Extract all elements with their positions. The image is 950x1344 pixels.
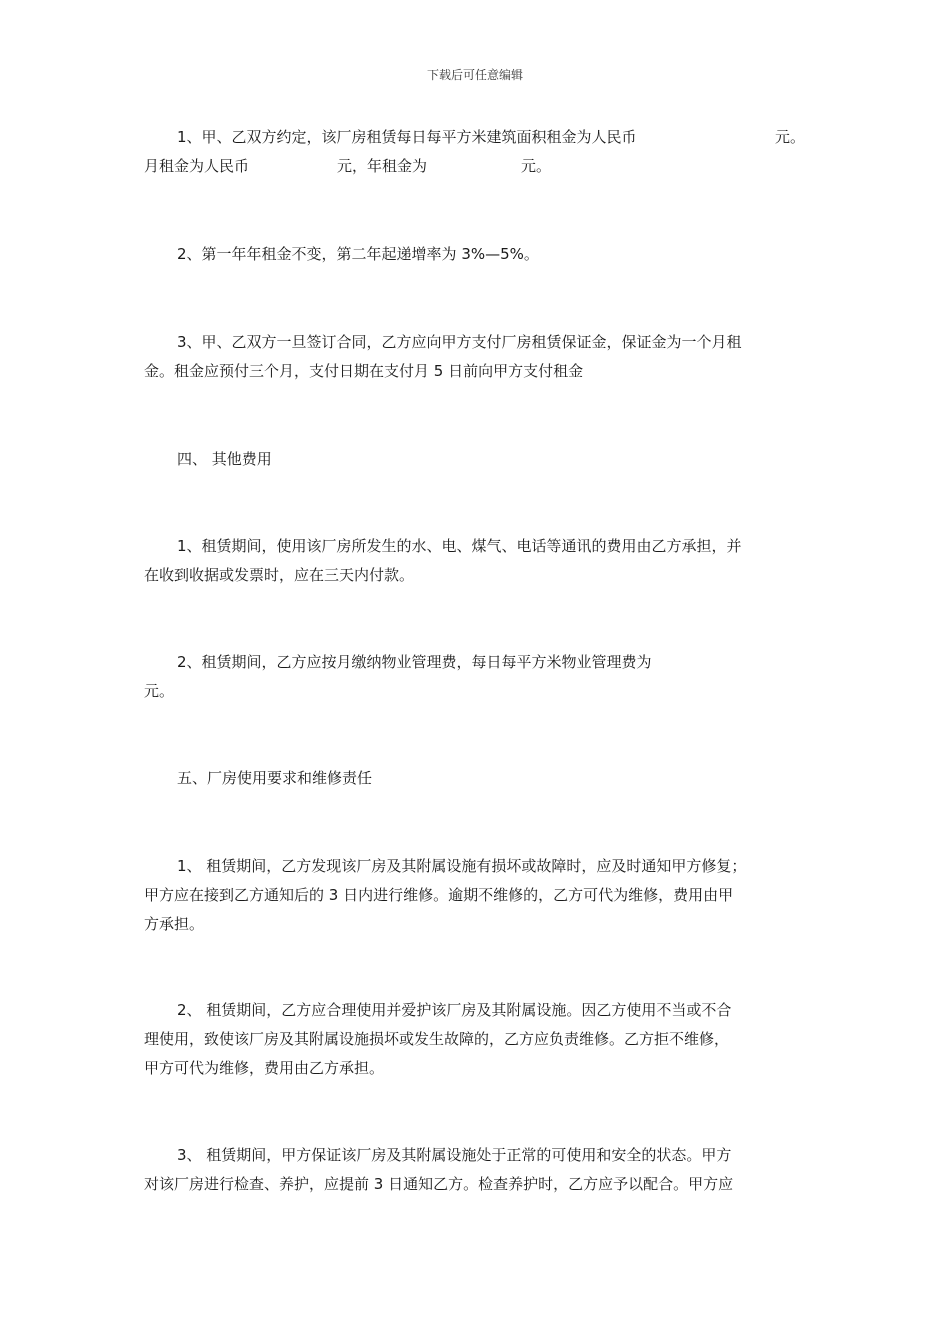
s4p2-line2: 元。 (144, 682, 175, 700)
p2-line1: 2、第一年年租金不变，第二年起递增率为 3%—5%。 (177, 245, 539, 263)
s5p2-line1: 2、 租赁期间，乙方应合理使用并爱护该厂房及其附属设施。因乙方使用不当或不合 (177, 1001, 732, 1019)
s5p3-line2: 对该厂房进行检查、养护，应提前 3 日通知乙方。检查养护时，乙方应予以配合。甲方应 (144, 1175, 734, 1193)
s5p1-line3: 方承担。 (144, 915, 205, 933)
p1-line1-a: 1、甲、乙双方约定，该厂房租赁每日每平方米建筑面积租金为人民币 (177, 128, 637, 146)
p3-line2: 金。租金应预付三个月，支付日期在支付月 5 日前向甲方支付租金 (144, 362, 584, 380)
p1-line2-b: 元，年租金为 (337, 157, 428, 175)
s4p2-line1: 2、租赁期间，乙方应按月缴纳物业管理费，每日每平方米物业管理费为 (177, 653, 652, 671)
s4p1-line2: 在收到收据或发票时，应在三天内付款。 (144, 566, 415, 584)
s5p2-line2: 理使用，致使该厂房及其附属设施损坏或发生故障的，乙方应负责维修。乙方拒不维修， (144, 1030, 730, 1048)
s5p1-line2: 甲方应在接到乙方通知后的 3 日内进行维修。逾期不维修的，乙方可代为维修，费用由甲 (144, 886, 734, 904)
s4p1-line1: 1、租赁期间，使用该厂房所发生的水、电、煤气、电话等通讯的费用由乙方承担，并 (177, 537, 742, 555)
p1-line1-b: 元。 (775, 128, 806, 146)
s5p3-line1: 3、 租赁期间，甲方保证该厂房及其附属设施处于正常的可使用和安全的状态。甲方 (177, 1146, 732, 1164)
p1-line2-a: 月租金为人民币 (144, 157, 250, 175)
page-header: 下载后可任意编辑 (426, 68, 523, 82)
section-four-title: 四、 其他费用 (177, 450, 272, 468)
section-five-title: 五、厂房使用要求和维修责任 (177, 769, 373, 787)
s5p2-line3: 甲方可代为维修，费用由乙方承担。 (144, 1059, 385, 1077)
s5p1-line1: 1、 租赁期间，乙方发现该厂房及其附属设施有损坏或故障时，应及时通知甲方修复； (177, 857, 747, 875)
p3-line1: 3、甲、乙双方一旦签订合同，乙方应向甲方支付厂房租赁保证金，保证金为一个月租 (177, 333, 742, 351)
p1-line2-c: 元。 (521, 157, 552, 175)
